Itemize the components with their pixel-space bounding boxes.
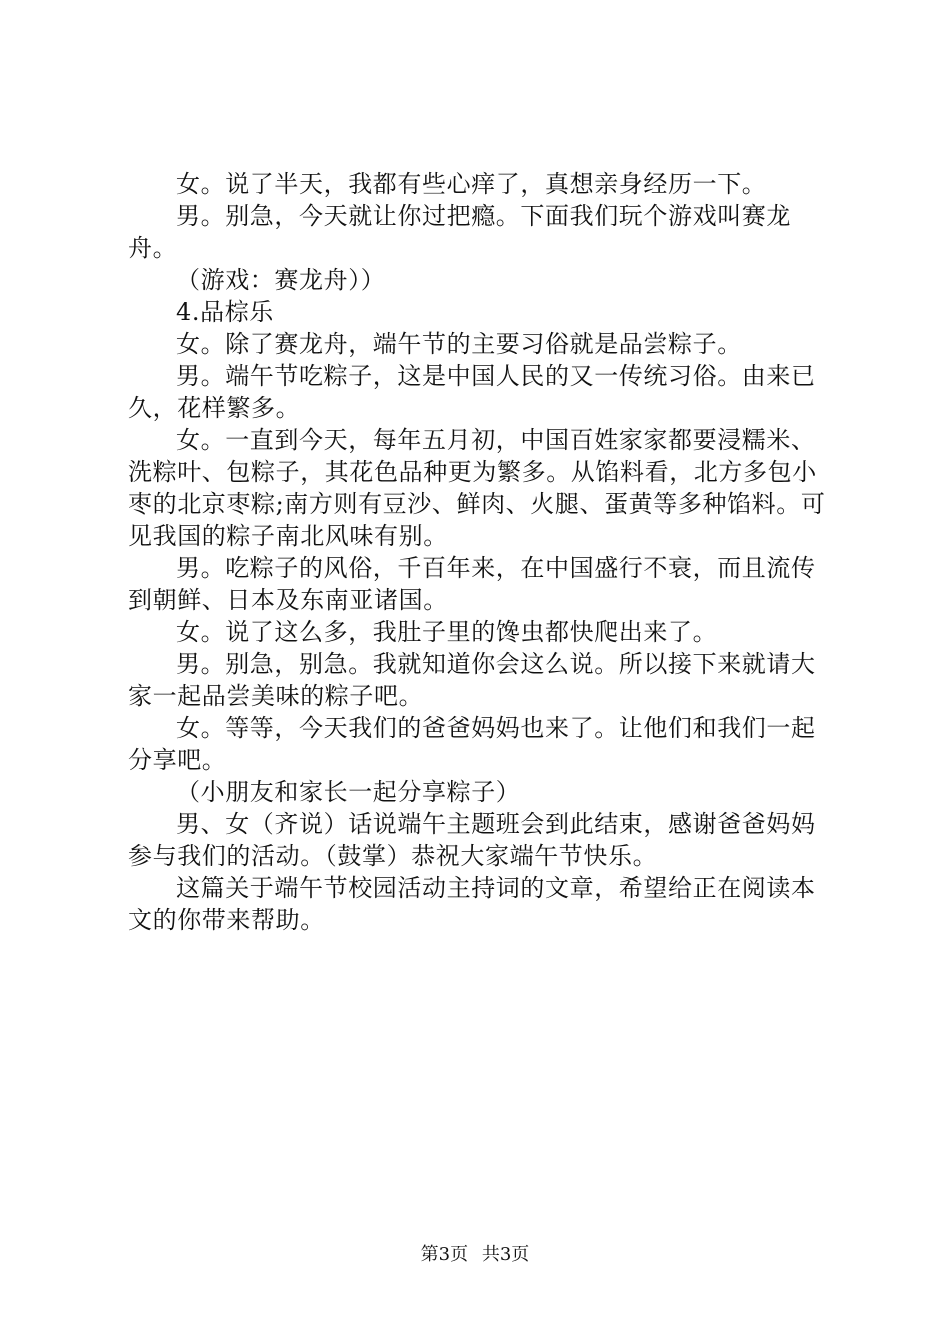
paragraph: 男。吃粽子的风俗，千百年来，在中国盛行不衰，而且流传到朝鲜、日本及东南亚诸国。 [128, 554, 816, 614]
page-number-total: 共3页 [481, 1244, 530, 1265]
paragraph: 女。除了赛龙舟，端午节的主要习俗就是品尝粽子。 [176, 330, 742, 358]
page-number-current: 第3页 [420, 1244, 469, 1265]
paragraph: 这篇关于端午节校园活动主持词的文章，希望给正在阅读本文的你带来帮助。 [128, 874, 816, 934]
paragraph: 男、女（齐说）话说端午主题班会到此结束，感谢爸爸妈妈参与我们的活动。（鼓掌）恭祝大家端午节快乐。 [128, 810, 816, 870]
paragraph: 女。说了这么多，我肚子里的馋虫都快爬出来了。 [176, 618, 718, 646]
paragraph: 男。别急，今天就让你过把瘾。下面我们玩个游戏叫赛龙舟。 [128, 202, 791, 262]
paragraph: 男。别急，别急。我就知道你会这么说。所以接下来就请大家一起品尝美味的粽子吧。 [128, 650, 816, 710]
paragraph: 女。等等，今天我们的爸爸妈妈也来了。让他们和我们一起分享吧。 [128, 714, 816, 774]
document-body [128, 168, 838, 936]
paragraph: 女。一直到今天，每年五月初，中国百姓家家都要浸糯米、洗粽叶、包粽子，其花色品种更为繁多。从馅料看，北方多包小枣的北京枣粽;南方则有豆沙、鲜肉、火腿、蛋黄等多种馅料。可见我国的粽子南北风味有别。 [128, 426, 826, 550]
section-heading: 4.品棕乐 [176, 298, 274, 326]
paragraph: （游戏：赛龙舟）） [176, 266, 386, 294]
paragraph: （小朋友和家长一起分享粽子） [176, 778, 521, 806]
paragraph: 女。说了半天，我都有些心痒了，真想亲身经历一下。 [176, 170, 767, 198]
paragraph: 男。端午节吃粽子，这是中国人民的又一传统习俗。由来已久，花样繁多。 [128, 362, 816, 422]
page-footer [0, 1243, 950, 1267]
